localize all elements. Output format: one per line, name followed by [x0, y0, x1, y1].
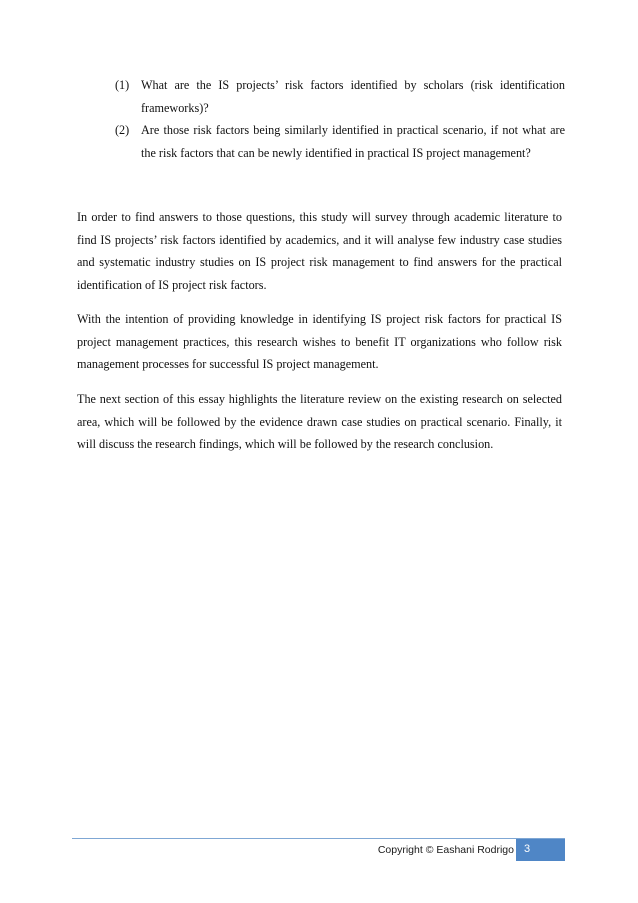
question-number: (1)	[115, 78, 130, 92]
body-paragraph-2: With the intention of providing knowledge in identifying IS project risk factors for practical IS project management practices, this research wishes to benefit IT organizations who follow risk management processes for successful IS project management.	[77, 312, 562, 371]
body-paragraph-1: In order to find answers to those questions, this study will survey through academic literature to find IS projects’ risk factors identified by academics, and it will analyse few industry case studies and systematic industry studies on IS project risk management to find answers for the practical identification of IS project risk factors.	[77, 210, 562, 292]
question-text: What are the IS projects’ risk factors identified by scholars (risk identification frameworks)?	[141, 78, 565, 115]
page-number-badge	[516, 839, 565, 861]
question-number: (2)	[115, 123, 130, 137]
footer-divider	[72, 838, 565, 839]
body-paragraph-3: The next section of this essay highlights the literature review on the existing research on selected area, which will be followed by the evidence drawn case studies on practical scenario. Finally, it will discuss the research findings, which will be followed by the research conclusion.	[77, 392, 562, 451]
research-questions-list	[115, 74, 565, 164]
research-question-1	[115, 74, 565, 119]
question-text: Are those risk factors being similarly identified in practical scenario, if not what are the risk factors that can be newly identified in practical IS project management?	[141, 123, 565, 160]
footer-copyright: Copyright © Eashani Rodrigo	[377, 844, 514, 856]
page-number: 3	[524, 843, 531, 855]
research-question-2	[115, 119, 565, 164]
